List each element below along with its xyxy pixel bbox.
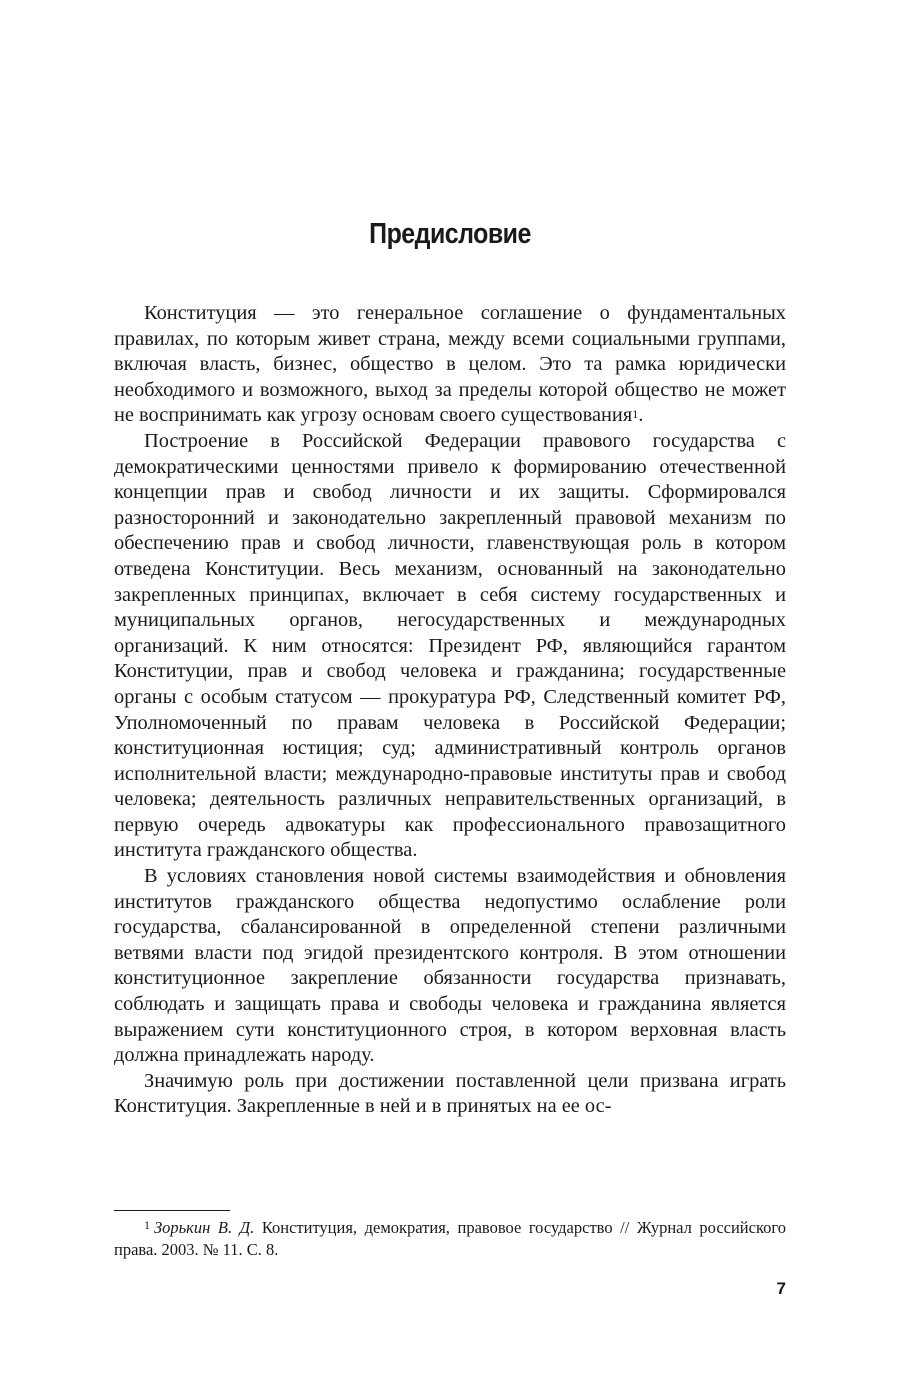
page-title: Предисловие [369,218,531,250]
footnote-reference[interactable]: 1 [632,407,639,422]
paragraph-1 [114,301,786,429]
paragraph-2: Построение в Российской Федерации правового государства с демократическими ценностями привело к формированию отечественной концепции прав и свобод личности и их защиты. Сформировался разносторонний и законодательно закрепленный правовой механизм по обеспечению прав и свобод личности, главенствующая роль в котором отведена Конституции. Весь механизм, основанный на законодательно закрепленных принципах, включает в себя систему государственных и муниципальных органов, негосударственных и международных организаций. К ним относятся: Президент РФ, являющийся гарантом Конституции, прав и свобод человека и гражданина; государственные органы с особым статусом — прокуратура РФ, Следственный комитет РФ, Уполномоченный по правам человека в Российской Федерации; конституционная юстиция; суд; административный контроль органов исполнительной власти; международно-правовые институты прав и свобод человека; деятельность различных неправительственных организаций, в первую очередь адвокатуры как профессионального правозащитного института гражданского общества. [114,429,786,862]
paragraph-4: Значимую роль при достижении поставленной цели призвана играть Конституция. Закрепленные в ней и в принятых на ее ос- [114,1069,786,1118]
footnote-author: Зорькин В. Д. [154,1218,255,1237]
paragraph-1-text: Конституция — это генеральное соглашение о фундаментальных правилах, по которым живет страна, между всеми социальными группами, включая власть, бизнес, общество в целом. Это та рамка юридически необходимого и возможного, выход за пределы которой общество не может не воспринимать как угрозу основам своего существования [114,302,786,427]
footnote-divider [114,1210,230,1211]
paragraph-3: В условиях становления новой системы взаимодействия и обновления институтов гражданского общества недопустимо ослабление роли государства, сбалансированной в определенной степени различными ветвями власти под эгидой президентского контроля. В этом отношении конституционное закрепление обязанности государства признавать, соблюдать и защищать права и свободы человека и гражданина является выражением сути конституционного строя, в котором верховная власть должна принадлежать народу. [114,865,786,1067]
footnote-text: Конституция, демократия, правовое государство // Журнал российского права. 2003. № 11. С. 8. [114,1218,786,1259]
footnote [114,1217,786,1260]
page-number: 7 [776,1279,786,1298]
main-text [114,301,786,1120]
paragraph-1-end: . [638,404,644,427]
footnote-number: 1 [144,1218,150,1232]
